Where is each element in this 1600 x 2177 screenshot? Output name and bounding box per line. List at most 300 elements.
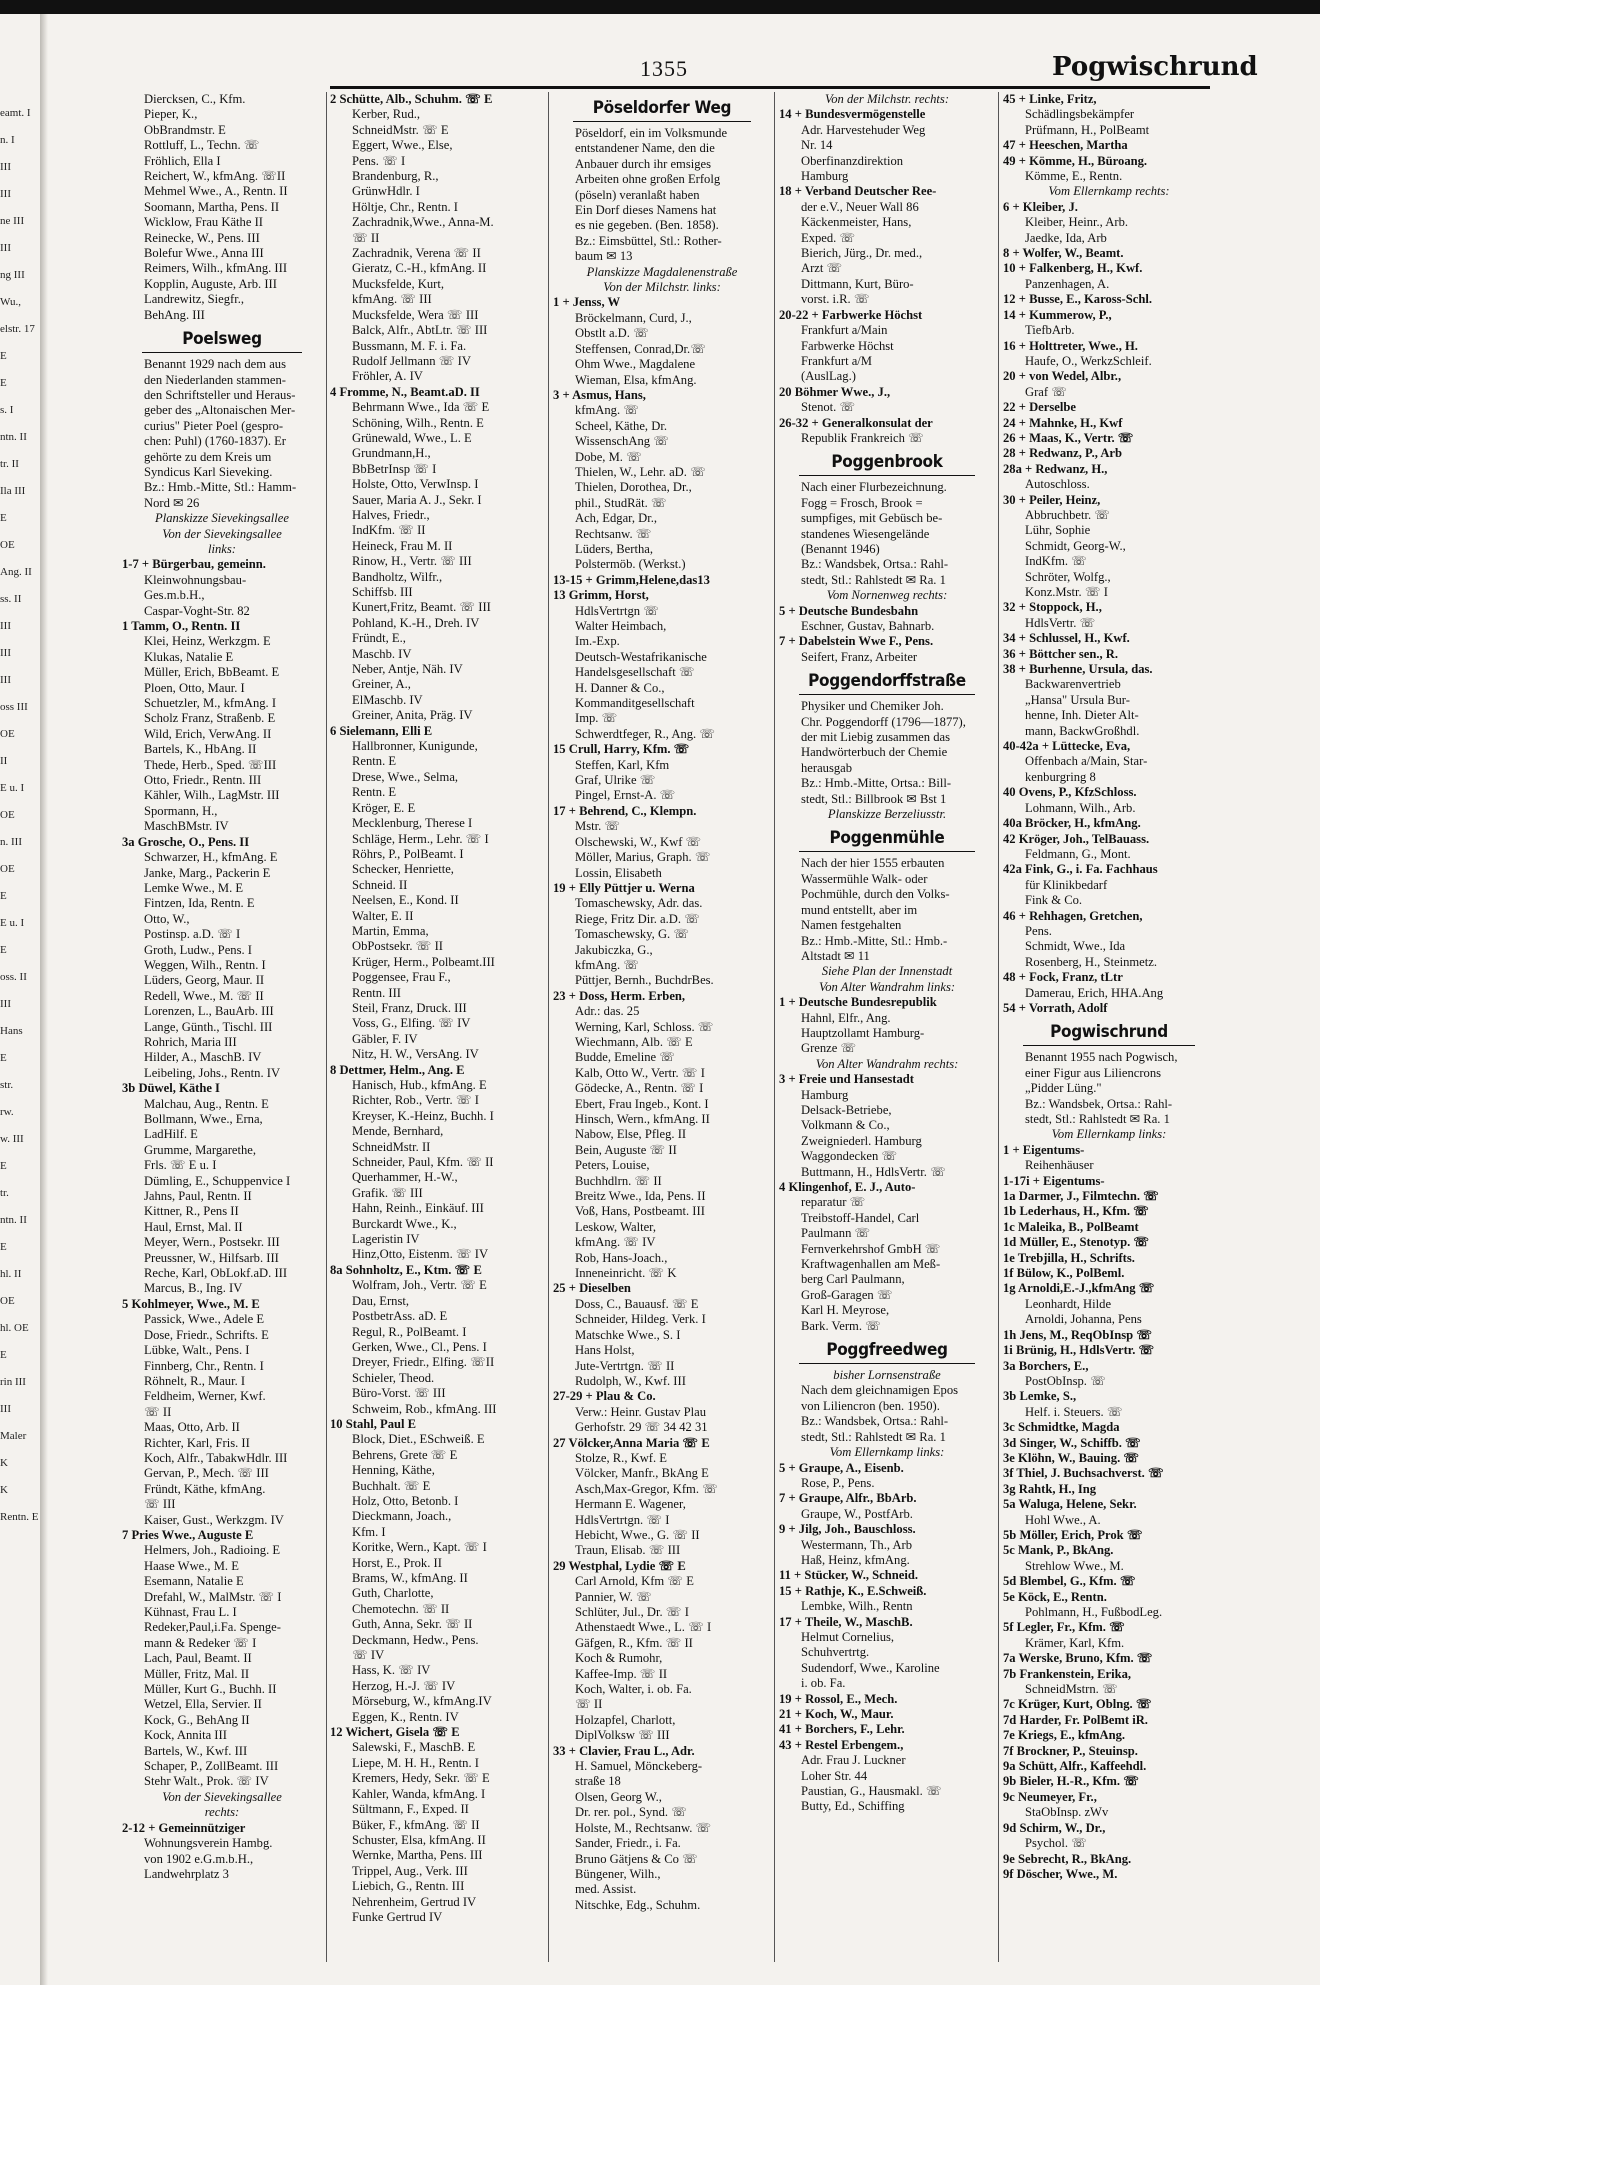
house-number-entry: 3 + Freie und Hansestadt: [779, 1072, 914, 1087]
resident-entry: Koch, Walter, i. ob. Fa.: [575, 1682, 692, 1697]
house-number-entry: 36 + Böttcher sen., R.: [1003, 646, 1119, 661]
resident-entry: Behrmann Wwe., Ida ☏ E: [352, 400, 490, 415]
resident-entry: Fernverkehrshof GmbH ☏: [801, 1241, 941, 1256]
resident-entry: Müller, Fritz, Mal. II: [144, 1666, 250, 1681]
left-edge-fragment: oss. II: [0, 971, 27, 983]
resident-entry: Bz.: Eimsbüttel, Stl.: Rother-: [575, 233, 722, 248]
resident-entry: Rudolf Jellmann ☏ IV: [352, 353, 471, 368]
resident-entry: Bz.: Wandsbek, Ortsa.: Rahl-: [801, 1414, 949, 1429]
resident-entry: SchneidMstr. II: [352, 1139, 431, 1154]
resident-entry: Schecker, Henriette,: [352, 862, 454, 877]
resident-entry: Eggen, K., Rentn. IV: [352, 1709, 459, 1724]
resident-entry: Fink & Co.: [1025, 893, 1083, 908]
left-edge-fragment: s. I: [0, 404, 14, 416]
resident-entry: Budde, Emeline ☏: [575, 1050, 676, 1065]
resident-entry: Finnberg, Chr., Rentn. I: [144, 1358, 264, 1373]
resident-entry: Bartels, W., Kwf. III: [144, 1743, 248, 1758]
resident-entry: Groß-Garagen ☏: [801, 1287, 893, 1302]
resident-entry: Steil, Franz, Druck. III: [352, 1000, 467, 1015]
resident-entry: (pöseln) veranlaßt haben: [575, 187, 700, 202]
resident-entry: Anbauer durch ihr emsiges: [575, 156, 712, 171]
resident-entry: Schuster, Elsa, kfmAng. II: [352, 1832, 486, 1847]
resident-entry: Röhnelt, R., Maur. I: [144, 1373, 246, 1388]
resident-entry: kfmAng. ☏ IV: [575, 1235, 656, 1250]
resident-entry: Oberfinanzdirektion: [801, 153, 904, 168]
resident-entry: Schmidt, Wwe., Ida: [1025, 939, 1126, 954]
house-number-entry: 9f Döscher, Wwe., M.: [1003, 1866, 1118, 1881]
house-number-entry: 7 + Dabelstein Wwe F., Pens.: [779, 634, 934, 649]
house-number-entry: 3e Klöhn, W., Bauing. ☏: [1003, 1450, 1140, 1465]
left-edge-fragment: OE: [0, 1295, 15, 1307]
resident-entry: Pieper, K.,: [144, 107, 198, 122]
resident-entry: Fogg = Frosch, Brook =: [801, 495, 923, 510]
resident-entry: Dose, Friedr., Schrifts. E: [144, 1327, 269, 1342]
resident-entry: SchneidMstr. ☏ E: [352, 122, 449, 137]
resident-entry: Völcker, Manfr., BkAng E: [575, 1466, 709, 1481]
resident-entry: Hohl Wwe., A.: [1025, 1512, 1101, 1527]
resident-entry: Richter, Karl, Fris. II: [144, 1435, 250, 1450]
resident-entry: Arbeiten ohne großen Erfolg: [575, 172, 721, 187]
house-number-entry: 14 + Kummerow, P.,: [1003, 307, 1112, 322]
resident-entry: Haufe, O., WerkzSchleif.: [1025, 353, 1152, 368]
resident-entry: Mecklenburg, Therese I: [352, 816, 473, 831]
resident-entry: Jahns, Paul, Rentn. II: [144, 1189, 252, 1204]
resident-entry: HdlsVertrtgn. ☏ I: [575, 1512, 670, 1527]
house-number-entry: 6 Sielemann, Elli E: [330, 723, 433, 738]
left-edge-fragment: III: [0, 1403, 11, 1415]
resident-entry: Leskow, Walter,: [575, 1219, 657, 1234]
resident-entry: Kremers, Hedy, Sekr. ☏ E: [352, 1771, 490, 1786]
resident-entry: Bussmann, M. F. i. Fa.: [352, 338, 467, 353]
resident-entry: Janke, Marg., Packerin E: [144, 865, 271, 880]
resident-entry: Krüger, Herm., Polbeamt.III: [352, 954, 495, 969]
house-number-entry: 7b Frankenstein, Erika,: [1003, 1666, 1132, 1681]
resident-entry: Heineck, Frau M. II: [352, 538, 453, 553]
house-number-entry: 3c Schmidtke, Magda: [1003, 1420, 1120, 1435]
resident-entry: Olsen, Georg W.,: [575, 1789, 662, 1804]
resident-entry: Holzapfel, Charlott,: [575, 1712, 676, 1727]
resident-entry: Kerber, Rud.,: [352, 107, 421, 122]
resident-entry: Poggensee, Frau F.,: [352, 970, 451, 985]
house-number-entry: 16 + Holttreter, Wwe., H.: [1003, 338, 1138, 353]
resident-entry: mann, BackwGroßhdl.: [1025, 723, 1140, 738]
house-number-entry: 12 Wichert, Gisela ☏ E: [330, 1725, 460, 1740]
left-edge-fragment: III: [0, 998, 11, 1010]
house-number-entry: 8 Dettmer, Helm., Ang. E: [330, 1062, 465, 1077]
resident-entry: Tomaschewsky, G. ☏: [575, 927, 690, 942]
resident-entry: Grundmann,H.,: [352, 446, 431, 461]
resident-entry: Burckardt Wwe., K.,: [352, 1216, 457, 1231]
house-number-entry: 34 + Schlussel, H., Kwf.: [1003, 631, 1130, 646]
section-label: Von der Sievekingsallee: [162, 526, 282, 541]
resident-entry: Rechtsanw. ☏: [575, 526, 652, 541]
resident-entry: Hans Holst,: [575, 1343, 635, 1358]
resident-entry: Schädlingsbekämpfer: [1025, 107, 1135, 122]
resident-entry: Imp. ☏: [575, 711, 618, 726]
resident-entry: Greiner, Anita, Präg. IV: [352, 708, 473, 723]
resident-entry: Reichert, W., kfmAng. ☏II: [144, 169, 286, 184]
resident-entry: Lorenzen, L., BauArb. III: [144, 1004, 274, 1019]
resident-entry: phil., StudRät. ☏: [575, 495, 667, 510]
resident-entry: Funke Gertrud IV: [352, 1909, 443, 1924]
resident-entry: Thielen, W., Lehr. aD. ☏: [575, 464, 706, 479]
resident-entry: Hahnl, Elfr., Ang.: [801, 1010, 891, 1025]
resident-entry: Frankfurt a/M: [801, 353, 872, 368]
house-number-entry: 17 + Behrend, C., Klempn.: [553, 803, 697, 818]
left-edge-fragment: tr. II: [0, 458, 19, 470]
resident-entry: Querhammer, H.-W.,: [352, 1170, 458, 1185]
resident-entry: Schiffsb. III: [352, 585, 413, 599]
house-number-entry: 5f Legler, Fr., Kfm. ☏: [1003, 1620, 1125, 1635]
resident-entry: für Klinikbedarf: [1025, 877, 1108, 892]
resident-entry: Breitz Wwe., Ida, Pens. II: [575, 1189, 706, 1204]
resident-entry: ☏ III: [144, 1497, 176, 1512]
resident-entry: Abbruchbetr. ☏: [1025, 507, 1110, 522]
resident-entry: Herzog, H.-J. ☏ IV: [352, 1678, 456, 1693]
resident-entry: Polstermöb. (Werkst.): [575, 557, 686, 572]
left-edge-fragment: E u. I: [0, 782, 25, 794]
house-number-entry: 9b Bieler, H.-R., Kfm. ☏: [1003, 1774, 1139, 1789]
resident-entry: Haul, Ernst, Mal. II: [144, 1219, 243, 1234]
house-number-entry: 43 + Restel Erbengem.,: [779, 1737, 904, 1752]
section-label: rechts:: [204, 1805, 240, 1820]
resident-entry: Treibstoff-Handel, Carl: [801, 1210, 920, 1225]
house-number-entry: 5d Blembel, G., Kfm. ☏: [1003, 1574, 1136, 1589]
resident-entry: Nehrenheim, Gertrud IV: [352, 1894, 477, 1909]
resident-entry: Postinsp. a.D. ☏ I: [144, 927, 241, 942]
resident-entry: Bruno Gätjens & Co ☏: [575, 1851, 698, 1866]
resident-entry: der mit Liebig zusammen das: [801, 730, 950, 745]
resident-entry: Schläge, Herm., Lehr. ☏ I: [352, 831, 489, 846]
resident-entry: Ebert, Frau Ingeb., Kont. I: [575, 1096, 709, 1111]
resident-entry: Peters, Louise,: [575, 1158, 650, 1173]
left-edge-fragment: oss III: [0, 701, 28, 713]
resident-entry: Rose, P., Pens.: [801, 1475, 875, 1490]
resident-entry: Balck, Alfr., AbtLtr. ☏ III: [352, 323, 488, 338]
house-number-entry: 7 Pries Wwe., Auguste E: [122, 1527, 254, 1542]
resident-entry: Benannt 1929 nach dem aus: [144, 357, 286, 372]
resident-entry: H. Danner & Co.,: [575, 680, 665, 695]
resident-entry: Nach der hier 1555 erbauten: [801, 856, 945, 871]
resident-entry: Strehlow Wwe., M.: [1025, 1558, 1124, 1573]
resident-entry: Paulmann ☏: [801, 1226, 871, 1241]
house-number-entry: 3d Singer, W., Schiffb. ☏: [1003, 1435, 1141, 1450]
resident-entry: Butty, Ed., Schiffing: [801, 1799, 905, 1814]
left-edge-fragment: III: [0, 647, 11, 659]
house-number-entry: 17 + Theile, W., MaschB.: [779, 1614, 913, 1629]
left-edge-fragment: Hans: [0, 1025, 23, 1037]
house-number-entry: 1h Jens, M., ReqObInsp ☏: [1003, 1327, 1153, 1342]
plan-note: Siehe Plan der Innenstadt: [821, 964, 953, 979]
house-number-entry: 20-22 + Farbwerke Höchst: [779, 307, 923, 322]
resident-entry: Nach dem gleichnamigen Epos: [801, 1383, 959, 1398]
resident-entry: Dau, Ernst,: [352, 1293, 410, 1308]
resident-entry: Mörseburg, W., kfmAng.IV: [352, 1694, 492, 1709]
resident-entry: Buchhdlrn. ☏ II: [575, 1173, 662, 1188]
resident-entry: reparatur ☏: [801, 1195, 866, 1210]
left-edge-fragment: Wu.,: [0, 296, 21, 308]
resident-entry: Hinz,Otto, Eistenm. ☏ IV: [352, 1247, 489, 1262]
resident-entry: Kähler, Wilh., LagMstr. III: [144, 788, 280, 803]
section-label: Vom Ellernkamp rechts:: [1048, 184, 1170, 199]
resident-entry: Nr. 14: [801, 138, 833, 153]
house-number-entry: 45 + Linke, Fritz,: [1003, 92, 1097, 106]
house-number-entry: 1-7 + Bürgerbau, gemeinn.: [122, 557, 266, 572]
resident-entry: Wetzel, Ella, Servier. II: [144, 1697, 262, 1712]
left-edge-fragment: III: [0, 674, 11, 686]
resident-entry: (AuslLag.): [801, 369, 856, 384]
house-number-entry: 1c Maleika, B., PolBeamt: [1003, 1219, 1139, 1234]
resident-entry: Volkmann & Co.,: [801, 1118, 890, 1133]
house-number-entry: 24 + Mahnke, H., Kwf: [1003, 415, 1123, 430]
resident-entry: Krämer, Karl, Kfm.: [1025, 1635, 1125, 1650]
resident-entry: Zachradnik,Wwe., Anna-M.: [352, 215, 494, 230]
resident-entry: Schaper, P., ZollBeamt. III: [144, 1759, 279, 1774]
resident-entry: med. Assist.: [575, 1882, 637, 1897]
resident-entry: BehAng. III: [144, 307, 205, 322]
resident-entry: kenburgring 8: [1025, 769, 1096, 784]
resident-entry: Ach, Edgar, Dr.,: [575, 511, 658, 526]
resident-entry: Walter, E. II: [352, 908, 414, 923]
resident-entry: stedt, Stl.: Billbrook ✉ Bst 1: [801, 791, 947, 806]
resident-entry: Kaffee-Imp. ☏ II: [575, 1666, 668, 1681]
resident-entry: Kleiber, Heinr., Arb.: [1025, 215, 1129, 230]
resident-entry: Scholz Franz, Straßenb. E: [144, 711, 276, 726]
resident-entry: Karl H. Meyrose,: [801, 1303, 890, 1318]
resident-entry: Ohm Wwe., Magdalene: [575, 357, 696, 372]
resident-entry: Dobe, M. ☏: [575, 449, 642, 464]
house-number-entry: 5 + Deutsche Bundesbahn: [779, 603, 919, 618]
street-heading: Poggenbrook: [799, 449, 975, 476]
resident-entry: Zachradnik, Verena ☏ II: [352, 246, 481, 261]
resident-entry: Exped. ☏: [801, 230, 856, 245]
resident-entry: Ein Dorf dieses Namens hat: [575, 203, 717, 218]
resident-entry: ☏ IV: [352, 1648, 385, 1663]
resident-entry: Dittmann, Kurt, Büro-: [801, 276, 914, 291]
resident-entry: Gieratz, C.-H., kfmAng. II: [352, 261, 487, 276]
house-number-entry: 3 + Asmus, Hans,: [553, 387, 646, 402]
resident-entry: Dümling, E., Schuppenvice I: [144, 1173, 291, 1188]
house-number-entry: 19 + Elly Püttjer u. Werna: [553, 880, 695, 895]
house-number-entry: 8a Sohnholtz, E., Ktm. ☏ E: [330, 1262, 482, 1277]
resident-entry: kfmAng. ☏: [575, 957, 640, 972]
resident-entry: Traun, Elisab. ☏ III: [575, 1543, 681, 1558]
left-edge-fragment: w. III: [0, 1133, 24, 1145]
house-number-entry: 3b Lemke, S.,: [1003, 1389, 1077, 1404]
resident-entry: Wiechmann, Alb. ☏ E: [575, 1034, 693, 1049]
resident-entry: Kaiser, Gust., Werkzgm. IV: [144, 1512, 284, 1527]
left-edge-fragment: E: [0, 1349, 7, 1361]
left-edge-fragment: E: [0, 1052, 7, 1064]
resident-entry: Rob, Hans-Joach.,: [575, 1250, 668, 1265]
plan-note: Planskizze Berzeliusstr.: [827, 807, 947, 822]
resident-entry: WissenschAng ☏: [575, 434, 669, 449]
resident-entry: Pens.: [1025, 923, 1052, 938]
resident-entry: Bz.: Wandsbek, Ortsa.: Rahl-: [1025, 1096, 1173, 1111]
resident-entry: Gäbler, F. IV: [352, 1031, 418, 1046]
house-number-entry: 2-12 + Gemeinnütziger: [122, 1820, 246, 1835]
resident-entry: Dieckmann, Joach.,: [352, 1509, 452, 1524]
resident-entry: ☏ II: [352, 230, 380, 245]
resident-entry: Sauer, Maria A. J., Sekr. I: [352, 492, 482, 507]
resident-entry: Schwarzer, H., kfmAng. E: [144, 850, 278, 865]
resident-entry: Adr. Harvestehuder Weg: [801, 122, 926, 137]
resident-entry: Eggert, Wwe., Else,: [352, 138, 453, 153]
resident-entry: Scheel, Käthe, Dr.: [575, 418, 667, 433]
resident-entry: ObPostsekr. ☏ II: [352, 939, 443, 954]
resident-entry: H. Samuel, Mönckeberg-: [575, 1759, 703, 1774]
resident-entry: Nord ✉ 26: [144, 495, 200, 510]
resident-entry: Verw.: Heinr. Gustav Plau: [575, 1404, 707, 1419]
resident-entry: von 1902 e.G.m.b.H.,: [144, 1851, 254, 1866]
house-number-entry: 7f Brockner, P., Steuinsp.: [1003, 1743, 1138, 1758]
resident-entry: Graupe, W., PostfArb.: [801, 1506, 913, 1521]
section-label: Vom Ellernkamp links:: [1051, 1127, 1167, 1142]
resident-entry: Maschb. IV: [352, 646, 412, 661]
left-edge-fragment: OE: [0, 728, 15, 740]
resident-entry: Behrens, Grete ☏ E: [352, 1447, 458, 1462]
resident-entry: Lembke, Wilh., Rentn: [801, 1599, 913, 1614]
resident-entry: Sültmann, F., Exped. II: [352, 1802, 469, 1817]
resident-entry: Loher Str. 44: [801, 1768, 868, 1783]
left-edge-fragment: K: [0, 1484, 8, 1496]
house-number-entry: 1i Brünig, H., HdlsVertr. ☏: [1003, 1343, 1155, 1358]
resident-entry: Arnoldi, Johanna, Pens: [1025, 1312, 1142, 1327]
resident-entry: Doss, C., Bauausf. ☏ E: [575, 1296, 699, 1311]
resident-entry: Neelsen, E., Kond. II: [352, 893, 459, 908]
left-edge-fragment: III: [0, 161, 11, 173]
resident-entry: Büker, F., kfmAng. ☏ II: [352, 1817, 480, 1832]
house-number-entry: 3a Borchers, E.,: [1003, 1358, 1089, 1373]
resident-entry: Gerhofstr. 29 ☏ 34 42 31: [575, 1420, 708, 1435]
resident-entry: stedt, Stl.: Rahlstedt ✉ Ra. 1: [1025, 1112, 1170, 1126]
resident-entry: Rudolph, W., Kwf. III: [575, 1373, 686, 1388]
house-number-entry: 42a Fink, G., i. Fa. Fachhaus: [1003, 862, 1158, 877]
resident-entry: Adr. Frau J. Luckner: [801, 1753, 906, 1768]
resident-entry: Bollmann, Wwe., Erna,: [144, 1112, 263, 1126]
house-number-entry: 5 Kohlmeyer, Wwe., M. E: [122, 1296, 260, 1311]
resident-entry: Büro-Vorst. ☏ III: [352, 1386, 446, 1401]
resident-entry: GrünwHdlr. I: [352, 184, 420, 199]
resident-entry: Offenbach a/Main, Star-: [1025, 754, 1148, 769]
resident-entry: Riege, Fritz Dir. a.D. ☏: [575, 911, 700, 926]
resident-entry: Leonhardt, Hilde: [1025, 1296, 1112, 1311]
left-edge-fragment: III: [0, 188, 11, 200]
resident-entry: Horst, E., Prok. II: [352, 1555, 442, 1570]
resident-entry: Nabow, Else, Pfleg. II: [575, 1127, 687, 1142]
resident-entry: Ploen, Otto, Maur. I: [144, 680, 245, 695]
house-number-entry: 32 + Stoppock, H.,: [1003, 600, 1102, 615]
resident-entry: i. ob. Fa.: [801, 1676, 846, 1691]
resident-entry: es nie gegeben. (Ben. 1858).: [575, 218, 719, 233]
house-number-entry: 11 + Stücker, W., Schneid.: [779, 1568, 918, 1583]
resident-entry: Steffen, Karl, Kfm: [575, 757, 670, 772]
house-number-entry: 33 + Clavier, Frau L., Adr.: [553, 1743, 695, 1758]
street-heading: Pogwischrund: [1023, 1019, 1195, 1046]
resident-entry: Hinsch, Wern., kfmAng. II: [575, 1112, 710, 1126]
resident-entry: Weggen, Wilh., Rentn. I: [144, 957, 266, 972]
resident-entry: Pens. ☏ I: [352, 153, 406, 168]
resident-entry: Caspar-Voght-Str. 82: [144, 603, 250, 618]
house-number-entry: 9c Neumeyer, Fr.,: [1003, 1789, 1097, 1804]
resident-entry: mund entstellt, aber im: [801, 902, 918, 917]
resident-entry: Maas, Otto, Arb. II: [144, 1420, 240, 1435]
street-heading: Poggendorffstraße: [799, 668, 975, 695]
house-number-entry: 54 + Vorrath, Adolf: [1003, 1000, 1108, 1015]
left-edge-fragment: E: [0, 944, 7, 956]
resident-entry: Schröter, Wolfg.,: [1025, 569, 1111, 584]
resident-entry: Marcus, B., Ing. IV: [144, 1281, 243, 1296]
section-label: Von der Sievekingsallee: [162, 1789, 282, 1804]
resident-entry: Prüfmann, H., PolBeamt: [1025, 122, 1150, 137]
resident-entry: Paustian, G., Hausmakl. ☏: [801, 1784, 942, 1799]
house-number-entry: 1e Trebjilla, H., Schrifts.: [1003, 1250, 1135, 1265]
resident-entry: Landwehrplatz 3: [144, 1866, 229, 1881]
resident-entry: Schneid. II: [352, 877, 408, 892]
resident-entry: Stehr Walt., Prok. ☏ IV: [144, 1774, 269, 1789]
resident-entry: Neber, Antje, Näh. IV: [352, 662, 463, 677]
resident-entry: Mstr. ☏: [575, 819, 621, 834]
resident-entry: Bein, Auguste ☏ II: [575, 1142, 677, 1157]
resident-entry: Trippel, Aug., Verk. III: [352, 1863, 468, 1878]
resident-entry: Lach, Paul, Beamt. II: [144, 1651, 252, 1666]
resident-entry: Fründt, Käthe, kfmAng.: [144, 1481, 266, 1496]
resident-entry: Pochmühle, durch den Volks-: [801, 887, 950, 902]
house-number-entry: 1d Müller, E., Stenotyp. ☏: [1003, 1235, 1150, 1250]
resident-entry: Grenze ☏: [801, 1041, 857, 1056]
resident-entry: Voß, Hans, Postbeamt. III: [575, 1204, 705, 1219]
resident-entry: Lange, Günth., Tischl. III: [144, 1019, 273, 1034]
resident-entry: Schieler, Theod.: [352, 1370, 435, 1385]
resident-entry: Bz.: Wandsbek, Ortsa.: Rahl-: [801, 557, 949, 572]
resident-entry: Büngener, Wilh.,: [575, 1866, 661, 1881]
house-number-entry: 40-42a + Lüttecke, Eva,: [1003, 739, 1131, 754]
resident-entry: Jute-Vertrtgn. ☏ II: [575, 1358, 675, 1373]
resident-entry: LadHilf. E: [144, 1127, 198, 1142]
house-number-entry: 9d Schirm, W., Dr.,: [1003, 1820, 1106, 1835]
resident-entry: Carl Arnold, Kfm ☏ E: [575, 1574, 694, 1589]
resident-entry: Nitz, H. W., VersAng. IV: [352, 1047, 479, 1062]
house-number-entry: 1g Arnoldi,E.-J.,kfmAng ☏: [1003, 1281, 1155, 1296]
resident-entry: Rentn. E: [352, 754, 397, 769]
resident-entry: Röhrs, P., PolBeamt. I: [352, 846, 464, 861]
left-edge-fragment: II: [0, 755, 8, 767]
house-number-entry: 40a Bröcker, H., kfmAng.: [1003, 816, 1141, 831]
section-label: links:: [208, 541, 236, 556]
resident-entry: Lemke Wwe., M. E: [144, 880, 244, 895]
resident-entry: Benannt 1955 nach Pogwisch,: [1025, 1050, 1178, 1065]
resident-entry: Fröhler, A. IV: [352, 369, 423, 384]
resident-entry: entstandener Name, den die: [575, 141, 715, 156]
resident-entry: Farbwerke Höchst: [801, 338, 894, 353]
resident-entry: Steffensen, Conrad,Dr.☏: [575, 341, 706, 356]
resident-entry: Buttmann, H., HdlsVertr. ☏: [801, 1164, 946, 1179]
street-heading: Poggfreedweg: [799, 1337, 975, 1364]
resident-entry: Bark. Verm. ☏: [801, 1318, 881, 1333]
resident-entry: Reimers, Wilh., kfmAng. III: [144, 261, 288, 276]
resident-entry: Republik Frankreich ☏: [801, 430, 924, 445]
resident-entry: Diercksen, C., Kfm.: [144, 92, 246, 106]
resident-entry: Bolefur Wwe., Anna III: [144, 246, 264, 261]
resident-entry: Helmers, Joh., Radioing. E: [144, 1543, 281, 1558]
resident-entry: Henning, Käthe,: [352, 1463, 435, 1478]
column-divider: [774, 92, 775, 1962]
house-number-entry: 28a + Redwanz, H.,: [1003, 461, 1108, 476]
resident-entry: von Liliencron (ben. 1950).: [801, 1398, 940, 1413]
house-number-entry: 19 + Rossol, E., Mech.: [779, 1691, 898, 1706]
resident-entry: Werning, Karl, Schloss. ☏: [575, 1019, 714, 1034]
left-edge-fragment: Rentn. E: [0, 1511, 39, 1523]
